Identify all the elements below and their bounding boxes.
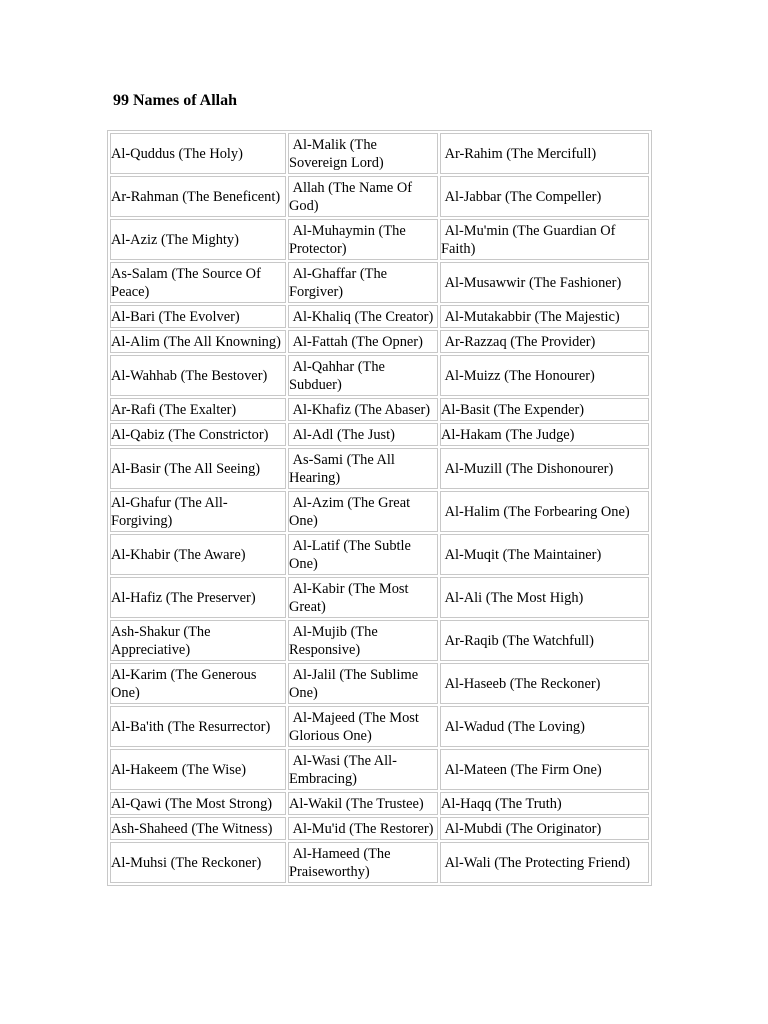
table-row xyxy=(110,706,649,747)
name-cell: Al-Mubdi (The Originator) xyxy=(440,817,649,840)
name-cell: Al-Ba'ith (The Resurrector) xyxy=(110,706,286,747)
name-cell: Al-Halim (The Forbearing One) xyxy=(440,491,649,532)
name-cell: Al-Jabbar (The Compeller) xyxy=(440,176,649,217)
name-cell: Al-Aziz (The Mighty) xyxy=(110,219,286,260)
name-cell: Al-Hameed (The Praiseworthy) xyxy=(288,842,438,883)
name-cell: Ar-Rahman (The Beneficent) xyxy=(110,176,286,217)
name-cell: Al-Qahhar (The Subduer) xyxy=(288,355,438,396)
name-cell: Al-Jalil (The Sublime One) xyxy=(288,663,438,704)
name-cell: Al-Basit (The Expender) xyxy=(440,398,649,421)
table-row xyxy=(110,749,649,790)
name-cell: Al-Haseeb (The Reckoner) xyxy=(440,663,649,704)
name-cell: Al-Muhaymin (The Protector) xyxy=(288,219,438,260)
name-cell: Al-Hakeem (The Wise) xyxy=(110,749,286,790)
name-cell: Al-Ghafur (The All-Forgiving) xyxy=(110,491,286,532)
table-row xyxy=(110,620,649,661)
table-row xyxy=(110,305,649,328)
table-row xyxy=(110,219,649,260)
name-cell: Al-Khaliq (The Creator) xyxy=(288,305,438,328)
name-cell: Al-Mu'min (The Guardian Of Faith) xyxy=(440,219,649,260)
name-cell: Al-Mateen (The Firm One) xyxy=(440,749,649,790)
name-cell: Al-Hafiz (The Preserver) xyxy=(110,577,286,618)
table-row xyxy=(110,842,649,883)
name-cell: Al-Hakam (The Judge) xyxy=(440,423,649,446)
name-cell: Al-Mutakabbir (The Majestic) xyxy=(440,305,649,328)
name-cell: Ash-Shaheed (The Witness) xyxy=(110,817,286,840)
name-cell: Ar-Raqib (The Watchfull) xyxy=(440,620,649,661)
name-cell: Al-Latif (The Subtle One) xyxy=(288,534,438,575)
name-cell: Al-Khafiz (The Abaser) xyxy=(288,398,438,421)
name-cell: Allah (The Name Of God) xyxy=(288,176,438,217)
name-cell: Al-Fattah (The Opner) xyxy=(288,330,438,353)
name-cell: Al-Muqit (The Maintainer) xyxy=(440,534,649,575)
page-title: 99 Names of Allah xyxy=(113,92,237,109)
name-cell: Al-Bari (The Evolver) xyxy=(110,305,286,328)
table-row xyxy=(110,792,649,815)
name-cell: Al-Musawwir (The Fashioner) xyxy=(440,262,649,303)
name-cell: Al-Wadud (The Loving) xyxy=(440,706,649,747)
table-row xyxy=(110,448,649,489)
name-cell: Al-Mu'id (The Restorer) xyxy=(288,817,438,840)
name-cell: Al-Khabir (The Aware) xyxy=(110,534,286,575)
table-row xyxy=(110,534,649,575)
name-cell: Al-Karim (The Generous One) xyxy=(110,663,286,704)
name-cell: Al-Wakil (The Trustee) xyxy=(288,792,438,815)
table-row xyxy=(110,262,649,303)
name-cell: Al-Quddus (The Holy) xyxy=(110,133,286,174)
name-cell: As-Salam (The Source Of Peace) xyxy=(110,262,286,303)
name-cell: Al-Basir (The All Seeing) xyxy=(110,448,286,489)
table-row xyxy=(110,491,649,532)
name-cell: As-Sami (The All Hearing) xyxy=(288,448,438,489)
name-cell: Ar-Rafi (The Exalter) xyxy=(110,398,286,421)
table-row xyxy=(110,133,649,174)
table-row xyxy=(110,355,649,396)
table-row xyxy=(110,423,649,446)
name-cell: Al-Haqq (The Truth) xyxy=(440,792,649,815)
name-cell: Al-Wali (The Protecting Friend) xyxy=(440,842,649,883)
name-cell: Al-Adl (The Just) xyxy=(288,423,438,446)
name-cell: Al-Qawi (The Most Strong) xyxy=(110,792,286,815)
name-cell: Al-Mujib (The Responsive) xyxy=(288,620,438,661)
name-cell: Al-Ghaffar (The Forgiver) xyxy=(288,262,438,303)
table-row xyxy=(110,330,649,353)
table-row xyxy=(110,663,649,704)
name-cell: Al-Muizz (The Honourer) xyxy=(440,355,649,396)
name-cell: Al-Azim (The Great One) xyxy=(288,491,438,532)
name-cell: Al-Alim (The All Knowning) xyxy=(110,330,286,353)
name-cell: Ar-Razzaq (The Provider) xyxy=(440,330,649,353)
table-row xyxy=(110,577,649,618)
name-cell: Al-Wahhab (The Bestover) xyxy=(110,355,286,396)
table-row xyxy=(110,817,649,840)
name-cell: Al-Wasi (The All-Embracing) xyxy=(288,749,438,790)
name-cell: Al-Kabir (The Most Great) xyxy=(288,577,438,618)
name-cell: Ar-Rahim (The Mercifull) xyxy=(440,133,649,174)
name-cell: Al-Majeed (The Most Glorious One) xyxy=(288,706,438,747)
name-cell: Ash-Shakur (The Appreciative) xyxy=(110,620,286,661)
name-cell: Al-Malik (The Sovereign Lord) xyxy=(288,133,438,174)
name-cell: Al-Muzill (The Dishonourer) xyxy=(440,448,649,489)
names-table xyxy=(107,130,652,886)
name-cell: Al-Muhsi (The Reckoner) xyxy=(110,842,286,883)
table-row xyxy=(110,176,649,217)
table-row xyxy=(110,398,649,421)
name-cell: Al-Qabiz (The Constrictor) xyxy=(110,423,286,446)
names-table-body xyxy=(110,133,649,883)
name-cell: Al-Ali (The Most High) xyxy=(440,577,649,618)
